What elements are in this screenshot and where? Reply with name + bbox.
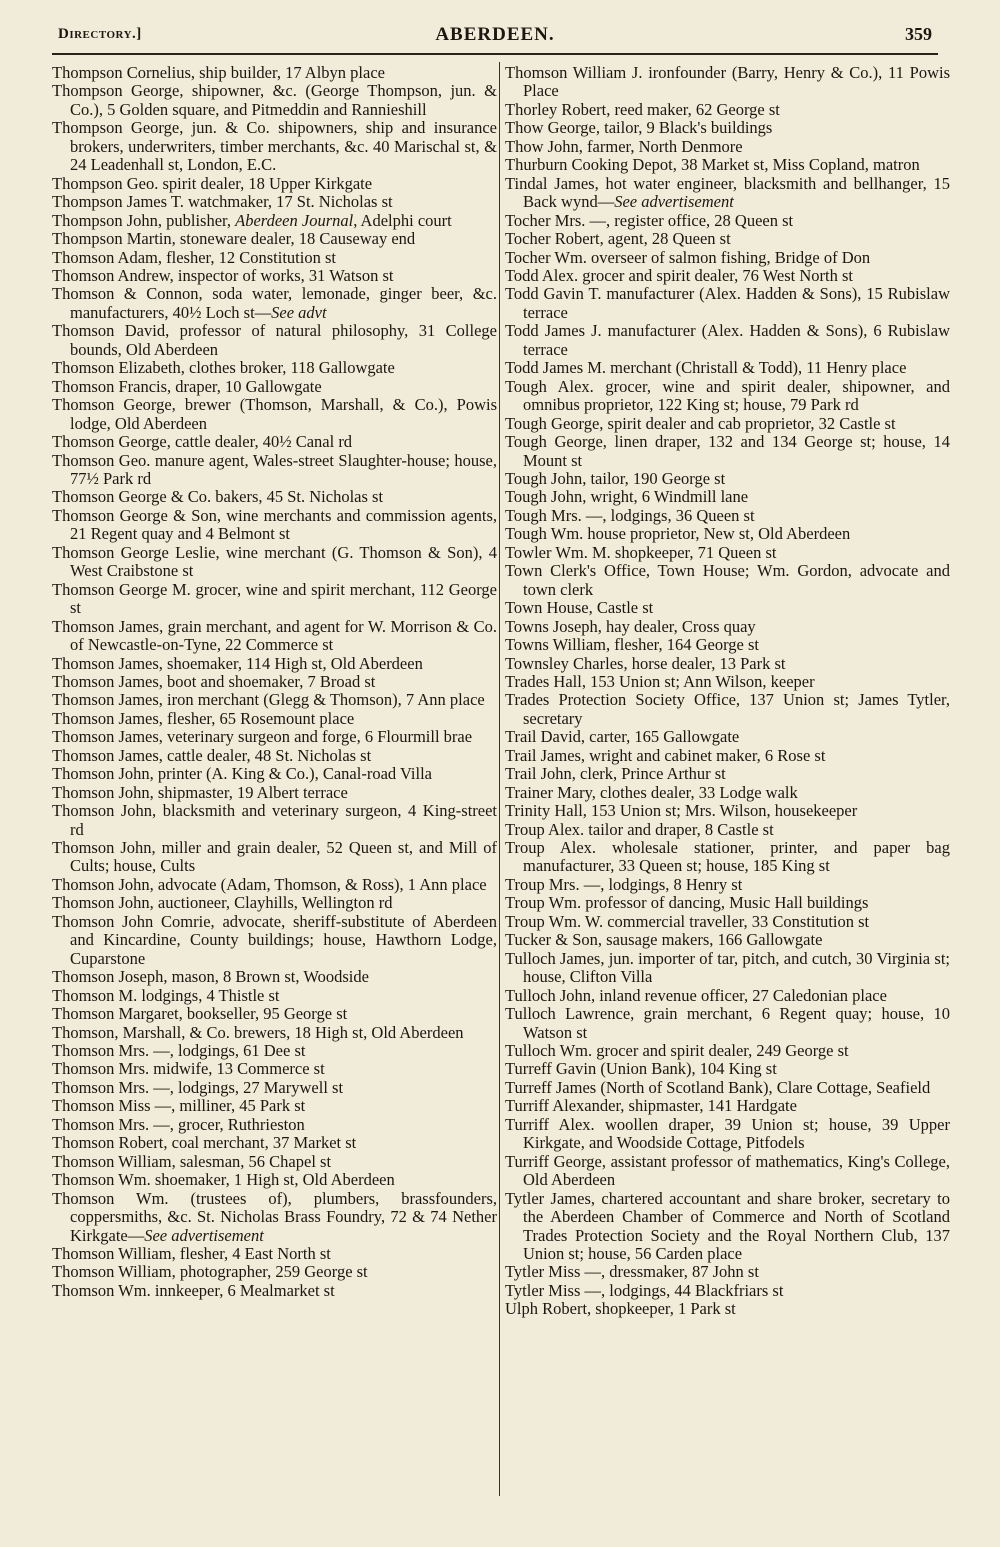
directory-entry — [52, 987, 497, 1005]
directory-entry — [505, 1282, 950, 1300]
directory-entry — [505, 322, 950, 359]
directory-entry — [505, 249, 950, 267]
directory-entry — [52, 1097, 497, 1115]
directory-entry — [52, 1171, 497, 1189]
directory-entry — [505, 267, 950, 285]
entry-text: Thomson William, salesman, 56 Chapel st — [52, 1151, 332, 1171]
entry-text: Trail John, clerk, Prince Arthur st — [505, 764, 726, 784]
directory-entry — [505, 378, 950, 415]
header-section-label: Directory.] — [58, 26, 142, 42]
directory-entry — [52, 396, 497, 433]
directory-entry — [505, 156, 950, 174]
directory-entry — [52, 1042, 497, 1060]
directory-entry — [505, 876, 950, 894]
directory-entry — [52, 691, 497, 709]
directory-entry — [52, 876, 497, 894]
directory-entry — [505, 950, 950, 987]
entry-text: Thompson Geo. spirit dealer, 18 Upper Kirkgate — [52, 173, 373, 193]
directory-entry — [505, 1042, 950, 1060]
directory-entry — [505, 931, 950, 949]
entry-text: Thomson George, cattle dealer, 40½ Canal rd — [52, 432, 353, 452]
entry-text: Troup Wm. W. commercial traveller, 33 Constitution st — [505, 911, 870, 931]
directory-entry — [505, 1263, 950, 1281]
directory-entry — [52, 839, 497, 876]
directory-entry — [52, 1060, 497, 1078]
entry-text: Thomson David, professor of natural philosophy, 31 College bounds, Old Aberdeen — [52, 321, 497, 359]
directory-entry — [505, 1153, 950, 1190]
entry-text: Thow John, farmer, North Denmore — [505, 136, 743, 156]
entry-text: Thompson James T. watchmaker, 17 St. Nicholas st — [52, 192, 393, 212]
entry-text: Thomson George, brewer (Thomson, Marshall, & Co.), Powis lodge, Old Aberdeen — [52, 395, 497, 433]
entry-text: Thomson Robert, coal merchant, 37 Market st — [52, 1133, 357, 1153]
directory-entry — [505, 1300, 950, 1318]
entry-text: Thomson Francis, draper, 10 Gallowgate — [52, 376, 322, 396]
directory-entry — [505, 488, 950, 506]
directory-entry — [52, 913, 497, 968]
directory-entry — [52, 784, 497, 802]
entry-text: Thomson Elizabeth, clothes broker, 118 Gallowgate — [52, 358, 395, 378]
entry-text: Troup Mrs. —, lodgings, 8 Henry st — [505, 874, 743, 894]
directory-entry — [52, 193, 497, 211]
entry-text: Thompson Martin, stoneware dealer, 18 Causeway end — [52, 229, 416, 249]
entry-text: Thomson George & Son, wine merchants and commission agents, 21 Regent quay and 4 Belmont st — [52, 505, 497, 544]
entry-text: Troup Alex. tailor and draper, 8 Castle st — [505, 819, 774, 839]
entry-text: Ulph Robert, shopkeeper, 1 Park st — [505, 1299, 736, 1319]
directory-entry — [505, 230, 950, 248]
directory-entry — [505, 1079, 950, 1097]
directory-entry — [52, 249, 497, 267]
entry-text: Thomson Mrs. midwife, 13 Commerce st — [52, 1059, 325, 1079]
entry-text: Thomson Wm. innkeeper, 6 Mealmarket st — [52, 1280, 335, 1300]
directory-entry — [52, 1005, 497, 1023]
entry-text: Town Clerk's Office, Town House; Wm. Gordon, advocate and town clerk — [505, 561, 950, 599]
entry-text: Thomson Adam, flesher, 12 Constitution st — [52, 247, 336, 267]
directory-entry — [505, 119, 950, 137]
header-rule — [52, 53, 938, 55]
entry-italic-reference: Aberdeen Journal — [235, 210, 354, 230]
entry-text: Trainer Mary, clothes dealer, 33 Lodge walk — [505, 782, 798, 802]
directory-entry — [505, 433, 950, 470]
directory-entry — [505, 562, 950, 599]
entry-text: Thomson George Leslie, wine merchant (G. Thomson & Son), 4 West Craibstone st — [52, 542, 497, 581]
directory-entry — [505, 175, 950, 212]
entry-text: Thomson James, boot and shoemaker, 7 Broad st — [52, 671, 376, 691]
directory-entry — [52, 1134, 497, 1152]
entry-text: Tough George, linen draper, 132 and 134 George st; house, 14 Mount st — [505, 432, 950, 470]
entry-text: Tytler Miss —, dressmaker, 87 John st — [505, 1262, 759, 1282]
entry-text: Todd Alex. grocer and spirit dealer, 76 West North st — [505, 265, 854, 285]
entry-text: Townsley Charles, horse dealer, 13 Park st — [505, 653, 786, 673]
entry-text: Thow George, tailor, 9 Black's buildings — [505, 118, 773, 138]
directory-entry — [505, 1060, 950, 1078]
entry-text: Tucker & Son, sausage makers, 166 Gallowgate — [505, 930, 823, 950]
directory-entry — [52, 1263, 497, 1281]
directory-entry — [52, 119, 497, 174]
directory-entry — [52, 1079, 497, 1097]
entry-text: Thomson James, shoemaker, 114 High st, Old Aberdeen — [52, 653, 423, 673]
entry-italic-reference: See advertisement — [144, 1225, 264, 1245]
directory-entry — [52, 488, 497, 506]
directory-entry — [505, 802, 950, 820]
directory-entry — [505, 64, 950, 101]
directory-entry — [505, 784, 950, 802]
directory-entry — [505, 1005, 950, 1042]
directory-entry — [52, 359, 497, 377]
entry-text: Thomson M. lodgings, 4 Thistle st — [52, 985, 280, 1005]
directory-entry — [505, 655, 950, 673]
directory-entry — [505, 747, 950, 765]
directory-entry — [505, 138, 950, 156]
directory-entry — [505, 525, 950, 543]
column-divider — [499, 62, 500, 1496]
entry-text: Troup Wm. professor of dancing, Music Hall buildings — [505, 893, 869, 913]
entry-text: Thomson Wm. shoemaker, 1 High st, Old Aberdeen — [52, 1170, 395, 1190]
entry-text: Trades Hall, 153 Union st; Ann Wilson, keeper — [505, 671, 815, 691]
entry-text: Todd James J. manufacturer (Alex. Hadden & Sons), 6 Rubislaw terrace — [505, 321, 950, 359]
entry-text: Thompson George, jun. & Co. shipowners, ship and insurance brokers, underwriters, timber merchants, &c. 40 Marischal st, & 24 Leadenhall st, London, E.C. — [52, 118, 497, 175]
entry-text: Troup Alex. wholesale stationer, printer, and paper bag manufacturer, 33 Queen st; house, 185 King st — [505, 838, 950, 876]
directory-entry — [52, 507, 497, 544]
directory-entry — [505, 507, 950, 525]
directory-entry — [52, 710, 497, 728]
entry-text: Todd Gavin T. manufacturer (Alex. Hadden & Sons), 15 Rubislaw terrace — [505, 284, 950, 322]
entry-text: Trail James, wright and cabinet maker, 6 Rose st — [505, 745, 826, 765]
entry-text: Turriff George, assistant professor of mathematics, King's College, Old Aberdeen — [505, 1151, 950, 1190]
entry-text: Thomson James, flesher, 65 Rosemount place — [52, 708, 355, 728]
entry-text: Thomson William J. ironfounder (Barry, Henry & Co.), 11 Powis Place — [505, 63, 950, 101]
right-column — [505, 64, 950, 1319]
directory-entry — [505, 212, 950, 230]
entry-text: Thorley Robert, reed maker, 62 George st — [505, 99, 780, 119]
directory-entry — [52, 212, 497, 230]
directory-entry — [505, 673, 950, 691]
entry-text: Thomson John, miller and grain dealer, 52 Queen st, and Mill of Cults; house, Cults — [52, 838, 497, 876]
entry-text: Turreff Gavin (Union Bank), 104 King st — [505, 1059, 777, 1079]
entry-text: Tough Alex. grocer, wine and spirit dealer, shipowner, and omnibus proprietor, 122 King st; house, 79 Park rd — [505, 376, 950, 415]
directory-entry — [52, 433, 497, 451]
entry-text: Thomson Joseph, mason, 8 Brown st, Woodside — [52, 967, 369, 987]
directory-entry — [505, 544, 950, 562]
header-town-title: ABERDEEN. — [435, 24, 555, 45]
entry-text: Tough George, spirit dealer and cab proprietor, 32 Castle st — [505, 413, 896, 433]
entry-text: Thomson William, photographer, 259 George st — [52, 1262, 368, 1282]
entry-text: Thomson James, veterinary surgeon and forge, 6 Flourmill brae — [52, 727, 473, 747]
entry-text: Tulloch John, inland revenue officer, 27 Caledonian place — [505, 985, 887, 1005]
directory-entry — [52, 175, 497, 193]
directory-entry — [52, 1024, 497, 1042]
directory-entry — [505, 987, 950, 1005]
entry-text: Thomson John, printer (A. King & Co.), Canal-road Villa — [52, 764, 432, 784]
directory-entry — [505, 470, 950, 488]
directory-entry — [52, 267, 497, 285]
directory-entry — [52, 285, 497, 322]
directory-entry — [505, 101, 950, 119]
directory-entry — [52, 544, 497, 581]
entry-text: Thompson Cornelius, ship builder, 17 Albyn place — [52, 63, 385, 82]
directory-entry — [505, 821, 950, 839]
entry-text: Thomson Geo. manure agent, Wales-street Slaughter-house; house, 77½ Park rd — [52, 450, 497, 488]
entry-text: Thomson John Comrie, advocate, sheriff-substitute of Aberdeen and Kincardine, County buildings; house, Hawthorn Lodge, Cuparstone — [52, 911, 497, 968]
directory-entry — [52, 82, 497, 119]
entry-text: Tulloch Lawrence, grain merchant, 6 Regent quay; house, 10 Watson st — [505, 1004, 950, 1042]
entry-text: Tulloch James, jun. importer of tar, pitch, and cutch, 30 Virginia st; house, Clifton Villa — [505, 948, 950, 987]
directory-entry — [505, 415, 950, 433]
directory-entry — [505, 1097, 950, 1115]
entry-text: Thomson Miss —, milliner, 45 Park st — [52, 1096, 306, 1116]
entry-text: Thomson John, auctioneer, Clayhills, Wellington rd — [52, 893, 393, 913]
header-page-number: 359 — [905, 24, 932, 44]
entry-text: Thomson John, blacksmith and veterinary surgeon, 4 King-street rd — [52, 801, 497, 839]
directory-entry — [52, 655, 497, 673]
entry-text: Trail David, carter, 165 Gallowgate — [505, 727, 740, 747]
directory-entry — [505, 839, 950, 876]
entry-text: Tulloch Wm. grocer and spirit dealer, 249 George st — [505, 1041, 849, 1061]
entry-text: Thomson John, advocate (Adam, Thomson, & Ross), 1 Ann place — [52, 874, 487, 894]
directory-entry — [52, 1245, 497, 1263]
entry-text: Turriff Alex. woollen draper, 39 Union st; house, 39 Upper Kirkgate, and Woodside Cottage, Pitfodels — [505, 1114, 950, 1153]
entry-text: Towns Joseph, hay dealer, Cross quay — [505, 616, 756, 636]
directory-entry — [52, 1282, 497, 1300]
directory-entry — [52, 1190, 497, 1245]
directory-entry — [52, 747, 497, 765]
entry-text: Trinity Hall, 153 Union st; Mrs. Wilson, housekeeper — [505, 801, 858, 821]
entry-text: Thomson & Connon, soda water, lemonade, ginger beer, &c. manufacturers, 40½ Loch st— — [52, 284, 497, 322]
directory-entry — [505, 894, 950, 912]
directory-entry — [52, 894, 497, 912]
entry-text: Turriff Alexander, shipmaster, 141 Hardgate — [505, 1096, 797, 1116]
entry-text: Tocher Wm. overseer of salmon fishing, Bridge of Don — [505, 247, 871, 267]
entry-text: Thomson Mrs. —, grocer, Ruthrieston — [52, 1114, 305, 1134]
entry-text: Thomson James, cattle dealer, 48 St. Nicholas st — [52, 745, 372, 765]
entry-text-tail: , Adelphi court — [353, 210, 452, 230]
directory-entry — [505, 359, 950, 377]
entry-text: Tindal James, hot water engineer, blacksmith and bellhanger, 15 Back wynd— — [505, 173, 950, 212]
entry-text: Todd James M. merchant (Christall & Todd), 11 Henry place — [505, 358, 907, 378]
directory-entry — [52, 452, 497, 489]
entry-text: Thomson James, iron merchant (Glegg & Thomson), 7 Ann place — [52, 690, 485, 710]
entry-text: Turreff James (North of Scotland Bank), Clare Cottage, Seafield — [505, 1077, 931, 1097]
directory-entry — [52, 1153, 497, 1171]
directory-entry — [52, 968, 497, 986]
entry-text: Thomson Wm. (trustees of), plumbers, brassfounders, coppersmiths, &c. St. Nicholas Brass Foundry, 72 & 74 Nether Kirkgate— — [52, 1188, 497, 1245]
entry-text: Town House, Castle st — [505, 598, 654, 618]
directory-entry — [52, 378, 497, 396]
entry-text: Thomson Andrew, inspector of works, 31 Watson st — [52, 265, 394, 285]
entry-text: Thomson James, grain merchant, and agent for W. Morrison & Co. of Newcastle-on-Tyne, 22 Commerce st — [52, 616, 497, 655]
directory-entry — [505, 285, 950, 322]
entry-text: Thomson George & Co. bakers, 45 St. Nicholas st — [52, 487, 384, 507]
directory-entry — [505, 636, 950, 654]
directory-entry — [52, 802, 497, 839]
directory-entry — [505, 913, 950, 931]
directory-entry — [52, 618, 497, 655]
page-header — [58, 22, 932, 48]
entry-text: Tocher Mrs. —, register office, 28 Queen st — [505, 210, 794, 230]
directory-entry — [52, 673, 497, 691]
directory-entry — [505, 1116, 950, 1153]
directory-entry — [505, 728, 950, 746]
entry-text: Tough John, tailor, 190 George st — [505, 468, 726, 488]
directory-entry — [52, 230, 497, 248]
directory-entry — [505, 765, 950, 783]
left-column — [52, 64, 497, 1300]
directory-entry — [52, 64, 497, 82]
entry-text: Thurburn Cooking Depot, 38 Market st, Miss Copland, matron — [505, 155, 920, 175]
entry-text: Tough Mrs. —, lodgings, 36 Queen st — [505, 505, 755, 525]
entry-text: Thomson John, shipmaster, 19 Albert terrace — [52, 782, 348, 802]
directory-entry — [505, 599, 950, 617]
directory-entry — [505, 1190, 950, 1264]
directory-entry — [505, 691, 950, 728]
entry-text: Thompson John, publisher, — [52, 210, 236, 230]
entry-text: Tough Wm. house proprietor, New st, Old Aberdeen — [505, 524, 851, 544]
entry-text: Thomson William, flesher, 4 East North st — [52, 1244, 331, 1263]
directory-entry — [52, 765, 497, 783]
entry-text: Thompson George, shipowner, &c. (George Thompson, jun. & Co.), 5 Golden square, and Pitmeddin and Rannieshill — [52, 81, 497, 119]
directory-entry — [52, 322, 497, 359]
entry-text: Thomson George M. grocer, wine and spirit merchant, 112 George st — [52, 579, 497, 618]
entry-text: Towler Wm. M. shopkeeper, 71 Queen st — [505, 542, 777, 562]
directory-entry — [52, 1116, 497, 1134]
directory-entry — [505, 618, 950, 636]
entry-text: Trades Protection Society Office, 137 Union st; James Tytler, secretary — [505, 690, 950, 728]
entry-text: Tytler Miss —, lodgings, 44 Blackfriars st — [505, 1280, 784, 1300]
entry-italic-reference: See advertisement — [614, 192, 734, 212]
directory-entry — [52, 581, 497, 618]
entry-text: Towns William, flesher, 164 George st — [505, 635, 759, 655]
entry-text: Thomson Mrs. —, lodgings, 27 Marywell st — [52, 1077, 344, 1097]
entry-text: Tytler James, chartered accountant and share broker, secretary to the Aberdeen Chamber of Commerce and North of Scotland Trades Protection Society and the Royal Northern Club, 137 Union st; house, 56 Carden place — [505, 1188, 950, 1263]
entry-text: Thomson Mrs. —, lodgings, 61 Dee st — [52, 1041, 306, 1061]
entry-text: Thomson Margaret, bookseller, 95 George st — [52, 1004, 348, 1024]
entry-text: Tocher Robert, agent, 28 Queen st — [505, 229, 731, 249]
directory-entry — [52, 728, 497, 746]
entry-text: Tough John, wright, 6 Windmill lane — [505, 487, 749, 507]
entry-italic-reference: See advt — [271, 302, 327, 322]
entry-text: Thomson, Marshall, & Co. brewers, 18 High st, Old Aberdeen — [52, 1022, 464, 1042]
